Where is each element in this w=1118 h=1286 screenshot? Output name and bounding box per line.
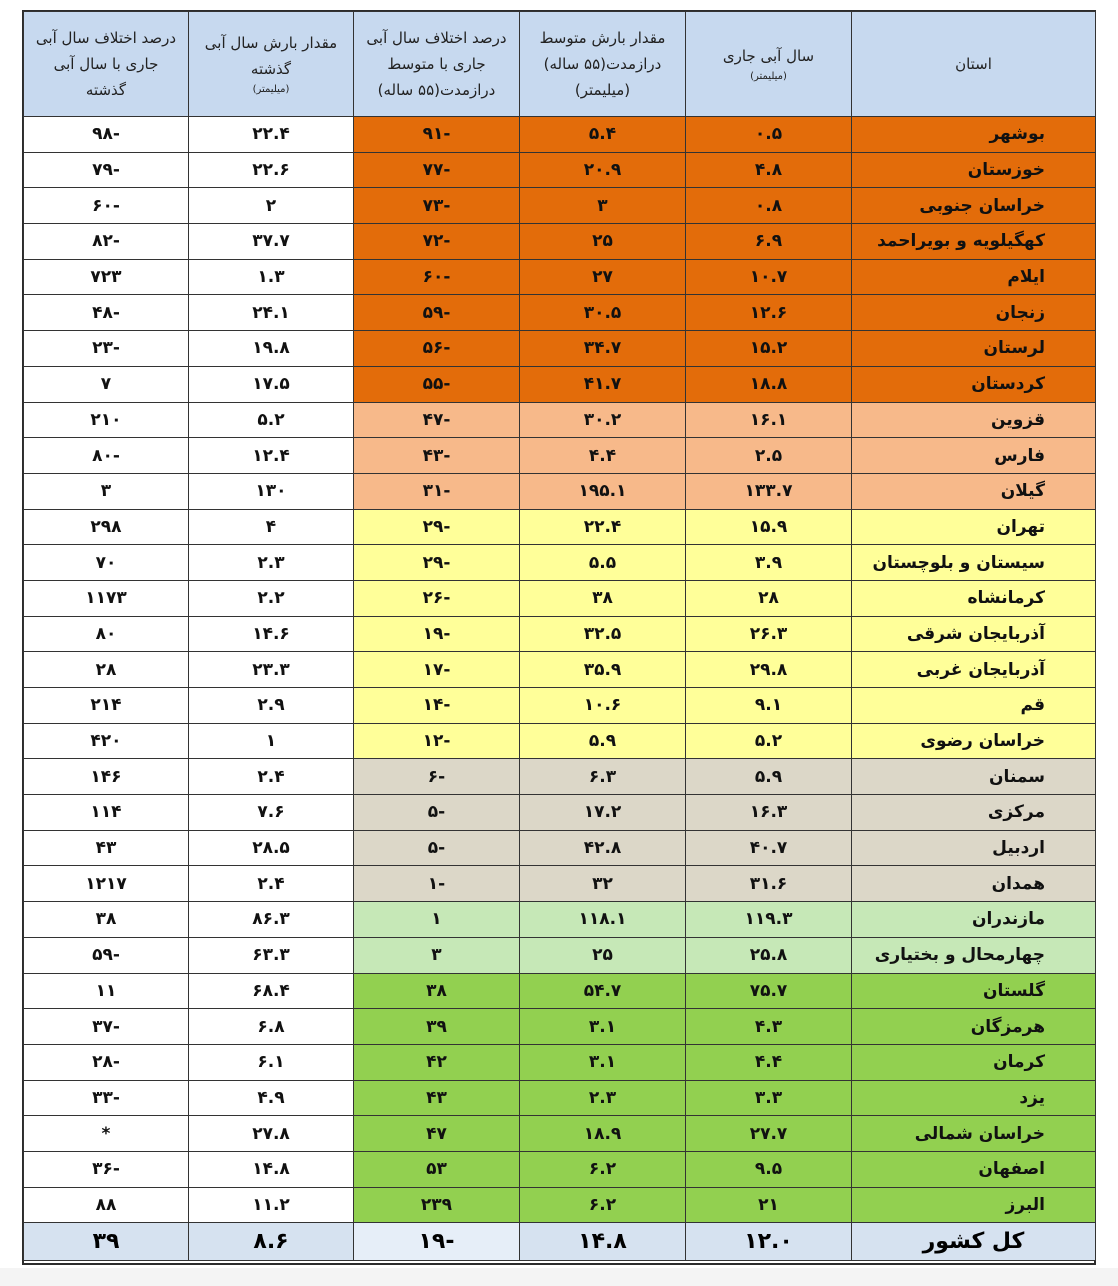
cell-diff-longterm: -۵۵ — [354, 366, 520, 402]
total-previous: ۸.۶ — [189, 1223, 354, 1261]
cell-diff-longterm: -۴۳ — [354, 438, 520, 474]
cell-longterm: ۳.۱ — [520, 1009, 686, 1045]
cell-current: ۶.۹ — [686, 224, 852, 260]
cell-current: ۳.۳ — [686, 1080, 852, 1116]
cell-longterm: ۴۲.۸ — [520, 830, 686, 866]
cell-province: قزوین — [852, 402, 1096, 438]
cell-previous: ۴.۹ — [189, 1080, 354, 1116]
cell-current: ۹.۱ — [686, 688, 852, 724]
table-row — [24, 224, 1096, 260]
cell-province: گیلان — [852, 473, 1096, 509]
header-province: استان — [852, 12, 1096, 117]
cell-province: بوشهر — [852, 117, 1096, 153]
cell-previous: ۲.۹ — [189, 688, 354, 724]
header-diff-previous: درصد اختلاف سال آبی جاری با سال آبی گذشته — [24, 12, 189, 117]
table-row — [24, 152, 1096, 188]
cell-diff-longterm: -۱ — [354, 866, 520, 902]
table-row — [24, 117, 1096, 153]
cell-province: سیستان و بلوچستان — [852, 545, 1096, 581]
cell-longterm: ۶.۳ — [520, 759, 686, 795]
cell-diff-longterm: ۱ — [354, 902, 520, 938]
cell-previous: ۲۴.۱ — [189, 295, 354, 331]
cell-longterm: ۱۰.۶ — [520, 688, 686, 724]
cell-province: خوزستان — [852, 152, 1096, 188]
cell-previous: ۲.۴ — [189, 866, 354, 902]
cell-current: ۱۱۹.۳ — [686, 902, 852, 938]
cell-longterm: ۱۸.۹ — [520, 1116, 686, 1152]
cell-previous: ۱۱.۲ — [189, 1187, 354, 1223]
table-row — [24, 295, 1096, 331]
cell-province: کهگیلویه و بویراحمد — [852, 224, 1096, 260]
cell-diff-longterm: ۴۳ — [354, 1080, 520, 1116]
cell-current: ۱۵.۲ — [686, 331, 852, 367]
cell-previous: ۱.۳ — [189, 259, 354, 295]
cell-longterm: ۳۰.۲ — [520, 402, 686, 438]
cell-province: خراسان شمالی — [852, 1116, 1096, 1152]
cell-province: آذربایجان غربی — [852, 652, 1096, 688]
header-diff-longterm: درصد اختلاف سال آبی جاری با متوسط درازمدت(۵۵ ساله) — [354, 12, 520, 117]
cell-diff-longterm: -۱۲ — [354, 723, 520, 759]
cell-diff-longterm: -۲۹ — [354, 545, 520, 581]
cell-current: ۳.۹ — [686, 545, 852, 581]
cell-longterm: ۳۰.۵ — [520, 295, 686, 331]
cell-previous: ۲.۴ — [189, 759, 354, 795]
table-row — [24, 509, 1096, 545]
cell-diff-longterm: -۶ — [354, 759, 520, 795]
cell-longterm: ۴.۴ — [520, 438, 686, 474]
cell-previous: ۱۷.۵ — [189, 366, 354, 402]
header-current-unit: (میلیمتر) — [750, 71, 787, 82]
cell-previous: ۱۴.۶ — [189, 616, 354, 652]
table-body — [24, 117, 1096, 1223]
total-current: ۱۲.۰ — [686, 1223, 852, 1261]
cell-current: ۲۷.۷ — [686, 1116, 852, 1152]
cell-longterm: ۱۹۵.۱ — [520, 473, 686, 509]
cell-diff-previous: -۸۰ — [24, 438, 189, 474]
cell-province: مازندران — [852, 902, 1096, 938]
cell-province: یزد — [852, 1080, 1096, 1116]
cell-current: ۵.۲ — [686, 723, 852, 759]
cell-longterm: ۲.۳ — [520, 1080, 686, 1116]
cell-current: ۰.۸ — [686, 188, 852, 224]
cell-diff-longterm: -۲۹ — [354, 509, 520, 545]
cell-province: سمنان — [852, 759, 1096, 795]
cell-diff-longterm: ۴۲ — [354, 1044, 520, 1080]
cell-current: ۰.۵ — [686, 117, 852, 153]
cell-previous: ۶۸.۴ — [189, 973, 354, 1009]
cell-diff-longterm: -۹۱ — [354, 117, 520, 153]
total-diff-previous: ۳۹ — [24, 1223, 189, 1261]
cell-diff-longterm: -۷۲ — [354, 224, 520, 260]
cell-longterm: ۶.۲ — [520, 1151, 686, 1187]
table-row — [24, 723, 1096, 759]
cell-previous: ۴ — [189, 509, 354, 545]
cell-previous: ۲۸.۵ — [189, 830, 354, 866]
cell-previous: ۱ — [189, 723, 354, 759]
cell-province: همدان — [852, 866, 1096, 902]
cell-current: ۱۶.۳ — [686, 795, 852, 831]
cell-longterm: ۳۲ — [520, 866, 686, 902]
rainfall-table — [23, 11, 1096, 1261]
cell-current: ۱۳۳.۷ — [686, 473, 852, 509]
cell-diff-previous: -۳۶ — [24, 1151, 189, 1187]
cell-longterm: ۵.۹ — [520, 723, 686, 759]
cell-diff-longterm: -۵ — [354, 795, 520, 831]
cell-longterm: ۲۵ — [520, 224, 686, 260]
cell-diff-longterm: -۷۷ — [354, 152, 520, 188]
cell-current: ۱۲.۶ — [686, 295, 852, 331]
header-previous-unit: (میلیمتر) — [252, 84, 290, 95]
cell-diff-longterm: -۵۹ — [354, 295, 520, 331]
table-row — [24, 188, 1096, 224]
cell-previous: ۲۲.۶ — [189, 152, 354, 188]
cell-diff-previous: -۶۰ — [24, 188, 189, 224]
cell-diff-previous: ۲۱۴ — [24, 688, 189, 724]
cell-longterm: ۳.۱ — [520, 1044, 686, 1080]
cell-province: کردستان — [852, 366, 1096, 402]
cell-current: ۵.۹ — [686, 759, 852, 795]
cell-previous: ۱۲.۴ — [189, 438, 354, 474]
cell-diff-previous: -۳۳ — [24, 1080, 189, 1116]
cell-previous: ۲.۲ — [189, 580, 354, 616]
total-longterm: ۱۴.۸ — [520, 1223, 686, 1261]
cell-province: خراسان رضوی — [852, 723, 1096, 759]
cell-current: ۱۵.۹ — [686, 509, 852, 545]
cell-diff-previous: -۳۷ — [24, 1009, 189, 1045]
table-row — [24, 688, 1096, 724]
cell-diff-longterm: -۱۷ — [354, 652, 520, 688]
table-row — [24, 580, 1096, 616]
cell-previous: ۵.۲ — [189, 402, 354, 438]
table-row — [24, 1116, 1096, 1152]
cell-diff-previous: -۲۳ — [24, 331, 189, 367]
cell-longterm: ۳۵.۹ — [520, 652, 686, 688]
cell-longterm: ۳۴.۷ — [520, 331, 686, 367]
cell-current: ۳۱.۶ — [686, 866, 852, 902]
cell-province: اصفهان — [852, 1151, 1096, 1187]
cell-diff-longterm: -۵۶ — [354, 331, 520, 367]
cell-current: ۱۰.۷ — [686, 259, 852, 295]
cell-previous: ۸۶.۳ — [189, 902, 354, 938]
header-longterm: مقدار بارش متوسط درازمدت(۵۵ ساله) (میلیمتر) — [520, 12, 686, 117]
cell-previous: ۲.۳ — [189, 545, 354, 581]
table-row — [24, 1009, 1096, 1045]
cell-province: مرکزی — [852, 795, 1096, 831]
cell-diff-previous: -۸۲ — [24, 224, 189, 260]
table-row — [24, 937, 1096, 973]
cell-previous: ۳۷.۷ — [189, 224, 354, 260]
cell-diff-previous: ۴۲۰ — [24, 723, 189, 759]
cell-longterm: ۵.۴ — [520, 117, 686, 153]
cell-longterm: ۱۱۸.۱ — [520, 902, 686, 938]
cell-province: زنجان — [852, 295, 1096, 331]
cell-previous: ۲ — [189, 188, 354, 224]
cell-longterm: ۴۱.۷ — [520, 366, 686, 402]
cell-previous: ۱۹.۸ — [189, 331, 354, 367]
cell-diff-previous: ۷ — [24, 366, 189, 402]
cell-previous: ۱۳۰ — [189, 473, 354, 509]
cell-current: ۱۶.۱ — [686, 402, 852, 438]
cell-current: ۴۰.۷ — [686, 830, 852, 866]
cell-current: ۲۱ — [686, 1187, 852, 1223]
cell-province: البرز — [852, 1187, 1096, 1223]
cell-current: ۲.۵ — [686, 438, 852, 474]
total-diff-longterm: -۱۹ — [354, 1223, 520, 1261]
cell-province: قم — [852, 688, 1096, 724]
cell-diff-longterm: -۶۰ — [354, 259, 520, 295]
cell-longterm: ۳۲.۵ — [520, 616, 686, 652]
cell-previous: ۶.۸ — [189, 1009, 354, 1045]
table-row — [24, 366, 1096, 402]
cell-current: ۲۶.۳ — [686, 616, 852, 652]
cell-diff-previous: ۴۳ — [24, 830, 189, 866]
cell-diff-previous: -۲۸ — [24, 1044, 189, 1080]
cell-current: ۲۵.۸ — [686, 937, 852, 973]
cell-diff-previous: ۸۸ — [24, 1187, 189, 1223]
table-row — [24, 830, 1096, 866]
cell-diff-previous: ۱۱۴ — [24, 795, 189, 831]
cell-province: لرستان — [852, 331, 1096, 367]
cell-longterm: ۳۸ — [520, 580, 686, 616]
header-current: سال آبی جاری (میلیمتر) — [686, 12, 852, 117]
table-row — [24, 616, 1096, 652]
cell-province: ایلام — [852, 259, 1096, 295]
cell-diff-longterm: ۳ — [354, 937, 520, 973]
cell-province: کرمانشاه — [852, 580, 1096, 616]
cell-diff-previous: ۱۴۶ — [24, 759, 189, 795]
cell-diff-previous: ۲۱۰ — [24, 402, 189, 438]
cell-current: ۹.۵ — [686, 1151, 852, 1187]
cell-current: ۲۹.۸ — [686, 652, 852, 688]
cell-province: کرمان — [852, 1044, 1096, 1080]
cell-province: فارس — [852, 438, 1096, 474]
table-row — [24, 1044, 1096, 1080]
cell-diff-previous: ۱۱ — [24, 973, 189, 1009]
cell-diff-previous: * — [24, 1116, 189, 1152]
cell-province: خراسان جنوبی — [852, 188, 1096, 224]
cell-previous: ۷.۶ — [189, 795, 354, 831]
cell-province: اردبیل — [852, 830, 1096, 866]
cell-longterm: ۵۴.۷ — [520, 973, 686, 1009]
table-row — [24, 331, 1096, 367]
cell-diff-longterm: -۱۹ — [354, 616, 520, 652]
cell-province: هرمزگان — [852, 1009, 1096, 1045]
cell-diff-previous: ۷۲۳ — [24, 259, 189, 295]
cell-current: ۴.۸ — [686, 152, 852, 188]
cell-diff-previous: ۷۰ — [24, 545, 189, 581]
cell-diff-previous: ۲۹۸ — [24, 509, 189, 545]
cell-diff-longterm: -۱۴ — [354, 688, 520, 724]
total-province: کل کشور — [852, 1223, 1096, 1261]
page-bottom-edge — [0, 1268, 1118, 1286]
cell-previous: ۶.۱ — [189, 1044, 354, 1080]
cell-current: ۷۵.۷ — [686, 973, 852, 1009]
table-row — [24, 1080, 1096, 1116]
cell-diff-previous: -۵۹ — [24, 937, 189, 973]
cell-diff-previous: -۷۹ — [24, 152, 189, 188]
cell-diff-longterm: ۳۸ — [354, 973, 520, 1009]
table-row — [24, 795, 1096, 831]
cell-diff-previous: ۸۰ — [24, 616, 189, 652]
table-row — [24, 1151, 1096, 1187]
cell-diff-longterm: ۳۹ — [354, 1009, 520, 1045]
cell-previous: ۱۴.۸ — [189, 1151, 354, 1187]
table-row — [24, 438, 1096, 474]
cell-diff-longterm: ۵۳ — [354, 1151, 520, 1187]
cell-previous: ۲۳.۳ — [189, 652, 354, 688]
cell-current: ۴.۴ — [686, 1044, 852, 1080]
cell-diff-previous: ۱۱۷۳ — [24, 580, 189, 616]
cell-province: چهارمحال و بختیاری — [852, 937, 1096, 973]
cell-diff-previous: ۳۸ — [24, 902, 189, 938]
cell-diff-previous: ۲۸ — [24, 652, 189, 688]
header-previous: مقدار بارش سال آبی گذشته (میلیمتر) — [189, 12, 354, 117]
cell-previous: ۶۳.۳ — [189, 937, 354, 973]
cell-diff-longterm: -۲۶ — [354, 580, 520, 616]
cell-province: تهران — [852, 509, 1096, 545]
table-row — [24, 759, 1096, 795]
table-row — [24, 259, 1096, 295]
cell-diff-longterm: -۳۱ — [354, 473, 520, 509]
table-row — [24, 652, 1096, 688]
cell-longterm: ۵.۵ — [520, 545, 686, 581]
cell-diff-longterm: -۴۷ — [354, 402, 520, 438]
cell-longterm: ۳ — [520, 188, 686, 224]
cell-diff-previous: ۳ — [24, 473, 189, 509]
table-row — [24, 1187, 1096, 1223]
cell-diff-previous: ۱۲۱۷ — [24, 866, 189, 902]
cell-diff-previous: -۹۸ — [24, 117, 189, 153]
cell-diff-previous: -۴۸ — [24, 295, 189, 331]
cell-diff-longterm: -۵ — [354, 830, 520, 866]
cell-province: آذربایجان شرقی — [852, 616, 1096, 652]
table-row — [24, 902, 1096, 938]
table-row — [24, 866, 1096, 902]
cell-diff-longterm: ۲۳۹ — [354, 1187, 520, 1223]
cell-longterm: ۲۲.۴ — [520, 509, 686, 545]
cell-longterm: ۲۵ — [520, 937, 686, 973]
cell-diff-longterm: ۴۷ — [354, 1116, 520, 1152]
table-row — [24, 973, 1096, 1009]
total-row — [24, 1223, 1096, 1261]
cell-province: گلستان — [852, 973, 1096, 1009]
table-row — [24, 545, 1096, 581]
cell-current: ۱۸.۸ — [686, 366, 852, 402]
cell-previous: ۲۷.۸ — [189, 1116, 354, 1152]
cell-current: ۲۸ — [686, 580, 852, 616]
header-row — [24, 12, 1096, 117]
cell-longterm: ۲۰.۹ — [520, 152, 686, 188]
table-row — [24, 473, 1096, 509]
cell-previous: ۲۲.۴ — [189, 117, 354, 153]
cell-current: ۴.۳ — [686, 1009, 852, 1045]
table-row — [24, 402, 1096, 438]
cell-longterm: ۱۷.۲ — [520, 795, 686, 831]
cell-diff-longterm: -۷۳ — [354, 188, 520, 224]
cell-longterm: ۲۷ — [520, 259, 686, 295]
cell-longterm: ۶.۲ — [520, 1187, 686, 1223]
